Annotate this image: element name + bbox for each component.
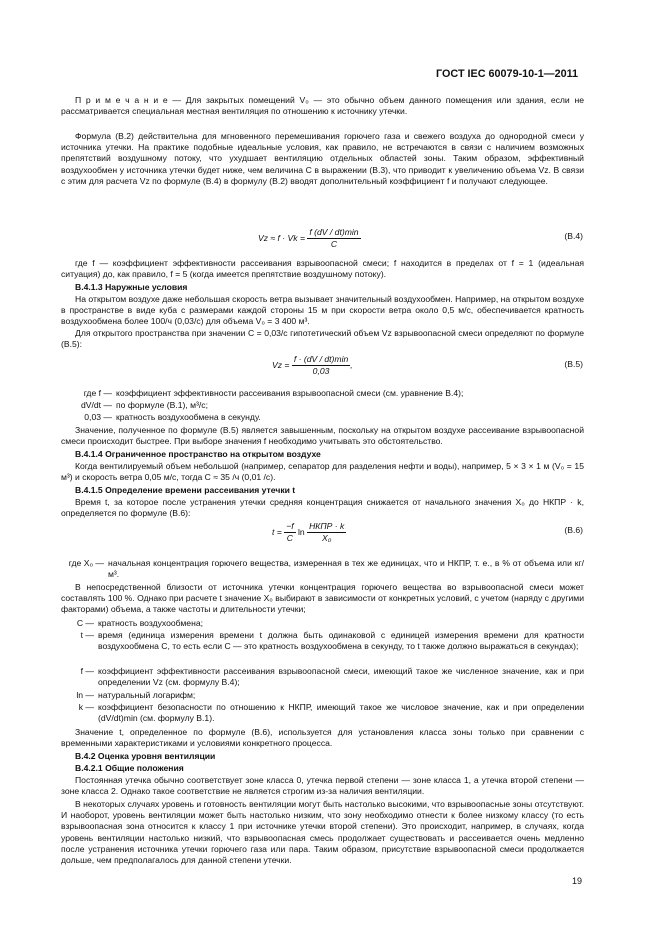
- paragraph-general: Постоянная утечка обычно соответствует зоне класса 0, утечка первой степени — зоне класса 1, а утечка второй степени — зоне класса 2. Однако такое соответствие не является строгим из-за наличия вентиляции.: [61, 775, 584, 797]
- equation-b6-fraction-2: [307, 521, 346, 544]
- definition-term: C —: [76, 618, 94, 628]
- equation-b6-number: (В.6): [564, 525, 583, 535]
- paragraph-coefficient-f: где f — коэффициент эффективности рассеивания взрывоопасной смеси; f находится в пределах от f = 1 (идеальная ситуация) до, как правило, f = 5 (когда имеется препятствие воздушному потоку).: [61, 258, 584, 280]
- heading-b415: В.4.1.5 Определение времени рассеивания утечки t: [75, 485, 296, 495]
- equation-b4: [258, 227, 361, 250]
- equation-b6-denominator-1: C: [286, 533, 293, 544]
- equation-b6: [272, 521, 346, 544]
- definition-body: коэффициент эффективности рассеивания взрывоопасной смеси, имеющий такое же численное значение, как и при определении Vz (см. формулу В.4);: [98, 666, 584, 688]
- definition-body: по формуле (В.1), м³/с;: [116, 400, 208, 410]
- equation-b4-fraction: [307, 227, 360, 250]
- equation-b4-lhs: Vz ≈ f · Vk =: [258, 232, 305, 243]
- equation-b6-numerator-2: НКПР · k: [307, 521, 346, 533]
- paragraph-formula-b2: Формула (В.2) действительна для мгновенного перемешивания горючего газа и свежего воздуха до однородной смеси у источника утечки. На практике подобные идеальные условия, как правило, не встречаются в связи с наличием возможных препятствий воздушному потоку, что ухудшает вентиляцию отдельных областей зоны. Таким образом, эффективный воздухообмен у источника утечки будет ниже, чем величина C в выражении (В.3), что приводит к увеличению объема Vz. В связи с этим для расчета Vz по формуле (В.4) в формулу (В.2) вводят дополнительный коэффициент f и получают следующее.: [61, 131, 584, 186]
- definition-body: кратность воздухообмена в секунду.: [116, 412, 261, 422]
- equation-b5-number: (В.5): [564, 359, 583, 369]
- equation-b4-numerator: f (dV / dt)min: [307, 227, 360, 239]
- equation-b6-fraction-1: [284, 521, 295, 544]
- equation-b5-fraction: [292, 354, 353, 377]
- definition-term: dV/dt —: [80, 400, 112, 410]
- equation-b6-ln: ln: [297, 526, 305, 537]
- heading-b42: В.4.2 Оценка уровня вентиляции: [75, 751, 216, 761]
- paragraph-zone-class: Значение t, определенное по формуле (В.6), используется для установления класса зоны только при сравнении с временными характеристиками и условиями конкретного процесса.: [61, 727, 584, 749]
- definition-term: ln —: [76, 690, 94, 700]
- heading-b414: В.4.1.4 Ограниченное пространство на открытом воздухе: [75, 449, 321, 459]
- equation-b5-lhs: Vz =: [272, 359, 290, 370]
- definition-body: начальная концентрация горючего вещества, измеренная в тех же единицах, что и НКПР, т. е., в % от объема или кг/м³.: [108, 558, 584, 580]
- paragraph-time: Время t, за которое после устранения утечки средняя концентрация снижается от начального значения X₀ до НКПР · k, определяется по формуле (В.6):: [61, 497, 584, 519]
- definition-term: где f —: [83, 388, 112, 398]
- equation-b4-denominator: C: [330, 239, 338, 250]
- definition-term: k —: [78, 702, 94, 712]
- heading-b413: В.4.1.3 Наружные условия: [75, 282, 188, 292]
- paragraph-outdoor: На открытом воздухе даже небольшая скорость ветра вызывает значительный воздухообмен. Например, на открытом воздухе в пространстве в виде куба с размерами каждой стороны 15 м при скорости ветра около 0,5 м/с, обеспечивается кратность воздухообмена более 100/ч (0,03/с) для объема V₀ = 3 400 м³.: [61, 294, 584, 327]
- equation-b6-lhs: t =: [272, 526, 282, 537]
- paragraph-open-space: Для открытого пространства при значении C = 0,03/с гипотетический объем Vz взрывоопасной смеси определяют по формуле (В.5):: [61, 328, 584, 350]
- definition-body: кратность воздухообмена;: [98, 618, 203, 628]
- note-paragraph: П р и м е ч а н и е — Для закрытых помещений V₀ — это обычно объем данного помещения или здания, если не рассматривается специальная местная вентиляция по отношению к источнику утечки.: [61, 95, 584, 117]
- definition-term: 0,03 —: [84, 412, 112, 422]
- definition-term: t —: [80, 630, 94, 640]
- paragraph-limited-space: Когда вентилируемый объем небольшой (например, сепаратор для разделения нефти и воды), например, 5 × 3 × 1 м (V₀ = 15 м³) и скорость ветра 0,05 м/с, тогда C ≈ 35 /ч (0,01 /с).: [61, 461, 584, 483]
- equation-b5-comma: ,: [350, 359, 353, 370]
- equation-b5-denominator: 0,03: [312, 366, 330, 377]
- paragraph-overestimate: Значение, полученное по формуле (В.5) является завышенным, поскольку на открытом воздухе рассеивание взрывоопасной смеси происходит быстрее. При выборе значения f необходимо учитывать это обстоятельство.: [61, 425, 584, 447]
- paragraph-concentration: В непосредственной близости от источника утечки концентрация горючего вещества во взрывоопасной смеси может составлять 100 %. Однако при расчете t значение X₀ выбирают в зависимости от конкретных условий, с учетом (наряду с другими факторами) объема, а также частоты и длительности утечки;: [61, 582, 584, 615]
- definition-body: коэффициент эффективности рассеивания взрывоопасной смеси (см. уравнение В.4);: [116, 388, 464, 398]
- heading-b421: В.4.2.1 Общие положения: [75, 763, 184, 773]
- page-number: 19: [571, 876, 582, 886]
- definition-body: коэффициент безопасности по отношению к НКПР, имеющий такое же числовое значение, как и при определении (dV/dt)min (см. формулу В.1).: [98, 702, 584, 724]
- paragraph-ventilation-level: В некоторых случаях уровень и готовность вентиляции могут быть настолько высокими, что взрывоопасные зоны отсутствуют. И наоборот, уровень вентиляции может быть настолько низким, что зону необходимо отнести к более низкому классу (то есть взрывоопасная зона относится к классу 1 при источнике утечки второй степени). Это происходит, например, в случаях, когда уровень вентиляции настолько низкий, что взрывоопасная смесь продолжает существовать и рассеивается очень медленно после устранения источника утечки горючего газа или пара. Таким образом, присутствие взрывоопасной смеси продолжается дольше, чем предполагалось для данной степени утечки.: [61, 799, 584, 866]
- equation-b6-denominator-2: X₀: [321, 533, 332, 544]
- equation-b5: [272, 354, 353, 377]
- standard-header: ГОСТ IEC 60079-10-1—2011: [436, 68, 578, 80]
- equation-b5-numerator: f · (dV / dt)min: [292, 354, 350, 366]
- equation-b4-number: (В.4): [564, 231, 583, 241]
- definition-body: натуральный логарифм;: [98, 690, 196, 700]
- equation-b6-numerator-1: −f: [284, 521, 295, 533]
- definition-term: f —: [80, 666, 94, 676]
- definition-body: время (единица измерения времени t должна быть одинаковой с единицей измерения времени для кратности воздухообмена C, то есть если C — это кратность воздухообмена в секунду, то t также должно выражаться в секундах);: [98, 630, 584, 652]
- definition-term: где X₀ —: [68, 558, 104, 568]
